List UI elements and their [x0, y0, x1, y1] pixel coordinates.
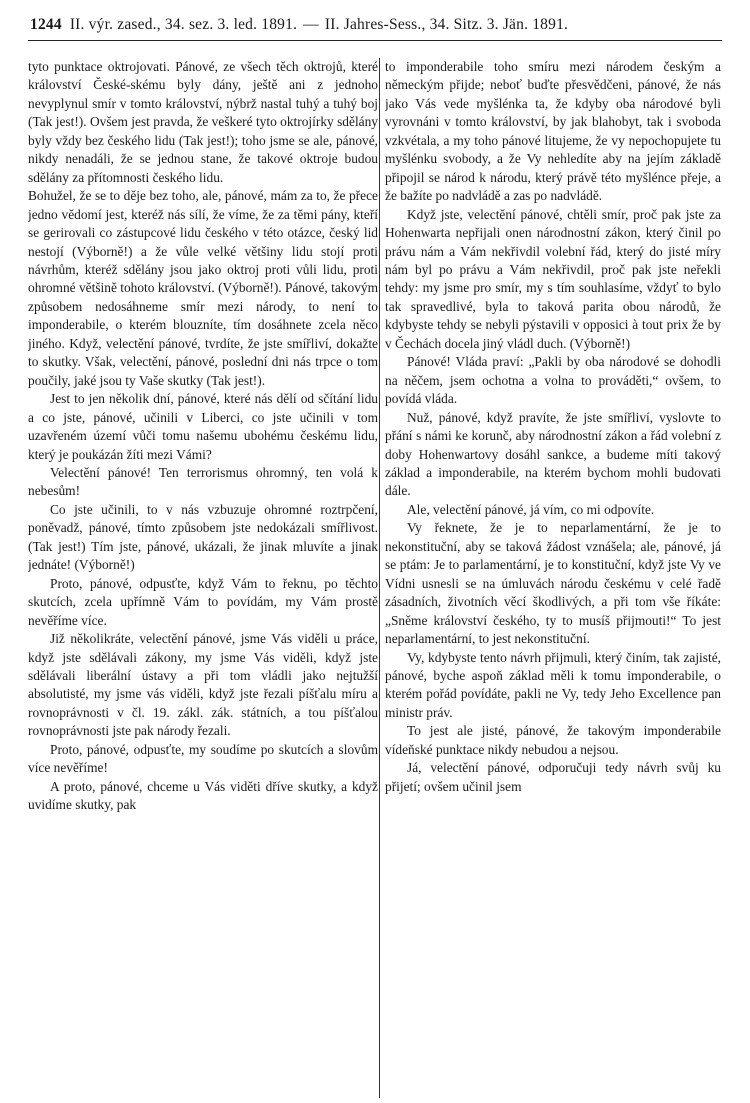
right-column [385, 58, 721, 1098]
paragraph: Velectění pánové! Ten terrorismus ohromný, ten volá k nebesům! [28, 464, 378, 499]
paragraph: Bohužel, že se to děje bez toho, ale, pánové, mám za to, že přece jedno vědomí jest, kteréž nás sílí, že víme, že za těmi pány, kteří se gerirovali co zástupcové lidu českého v této otázce, český lid nestojí (Výborně!) a že vůle velké většiny lidu stojí proti návrhům, kteréž sdělány jsou jako oktroj proti vůli lidu, proti ohromné většině tohoto království. (Výborně!). Pánové, takovým způsobem nedosáhneme smír mezi národy, to není to imponderabile, o kterém blouzníte, tím dosáhnete zcela něco jiného. Když, velectění pánové, tvrdíte, že jste smířliví, dokažte to skutky. Však, velectění, pánové, poslední dni nás trpce o tom poučily, jaké jsou ty Vaše skutky (Tak jest!). [28, 188, 378, 388]
paragraph: Proto, pánové, odpusťte, když Vám to řeknu, po těchto skutcích, zcela upřímně Vám to povídám, my Vám prostě nevěříme více. [28, 575, 378, 628]
paragraph: Ale, velectění pánové, já vím, co mi odpovíte. [407, 501, 655, 517]
header-left-title: II. výr. zased., 34. sez. 3. led. 1891. [69, 16, 298, 33]
paragraph: Nuž, pánové, když pravíte, že jste smířliví, vyslovte to přání s námi ke korunč, aby národnostní zákon a řád volební z doby Hohenwartovy dosáhl sankce, a budeme míti takový základ a imponderabile, na kterém bychom mohli budovati dále. [385, 409, 721, 499]
paragraph: A proto, pánové, chceme u Vás viděti dříve skutky, a když uvidíme skutky, pak [28, 778, 378, 813]
paragraph: Jest to jen několik dní, pánové, které nás dělí od sčítání lidu a co jste, pánové, učinili v Liberci, co jste učinili v tom uzavřeném území vůči tomu našemu ubohému českému lidu, který je poukázán žíti mezi Vámi? [28, 391, 378, 462]
page-number: 1244 [30, 16, 62, 33]
paragraph: Již několikráte, velectění pánové, jsme Vás viděli u práce, když jste sdělávali zákony, my jsme Vás viděli, když jste sdělávali liberální ústavy a při tom vládli jako nejtužší absolutisté, my jsme vás viděli, když jste řezali píšťalu míru a rovnoprávnosti v čl. 19. zákl. zák. státních, a tou píšťalou rovnoprávnosti jste pak národy řezali. [28, 631, 378, 739]
header-rule [28, 40, 722, 41]
paragraph: Pánové! Vláda praví: „Pakli by oba národové se dohodli na něčem, jsem ochotna a volna to prováděti,“ ovšem, to povídá vláda. [385, 354, 721, 407]
paragraph: To jest ale jisté, pánové, že takovým imponderabile vídeňské punktace nikdy nebudou a nejsou. [385, 723, 721, 757]
page-header [30, 12, 720, 38]
paragraph: Když jste, velectění pánové, chtěli smír, proč pak jste za Hohenwarta nepřijali onen národnostní zákon, který činil po právu nám a Vám nekřivdil volební řád, který do jisté míry nám byl po právu a Vám nekřivdil, proč pak jste neřekli tehdy: my jsme pro smír, my s tím souhlasíme, vždyť to bylo tak spravedlivé, byla to taková parita obou národů, že kdybyste tehdy se nebyli pýstavili v opposici à tout prix že by v Čechách docela jiný vládl duch. (Výborně!) [385, 206, 721, 351]
header-dash: — [303, 16, 319, 33]
header-right-title: II. Jahres-Sess., 34. Sitz. 3. Jän. 1891. [324, 16, 569, 33]
paragraph: Vy řeknete, že je to neparlamentární, že je to nekonstituční, aby se taková žádost vznášela; ale, pánové, já se ptám: Je to parlamentární, je to konstituční, když jste Vy ve Vídni usnesli se na úmluvách národu českému v celé řadě zásadních, životních věcí škodlivých, a při tom vše říkáte: „Sněme království českého, ty to musíš přijmouti!“ To jest neparlamentární, to jest nekonstituční. [385, 520, 721, 647]
left-column [28, 58, 378, 1098]
paragraph: Já, velectění pánové, odporučuji tedy návrh svůj ku přijetí; ovšem učinil jsem [385, 760, 721, 794]
paragraph: Vy, kdybyste tento návrh přijmuli, který činím, tak zajisté, pánové, byche aspoň základ měli k tomu imponderabile, o kterém pořád povídáte, pakli ne Vy, tedy Jeho Excellence pan ministr práv. [385, 649, 721, 720]
column-divider [379, 58, 380, 1098]
paragraph: Co jste učinili, to v nás vzbuzuje ohromné roztrpčení, poněvadž, pánové, tímto způsobem jste nedokázali smířlivost. (Tak jest!) Tím jste, pánové, ukázali, že jinak mluvíte a jinak jednáte! (Výborně!) [28, 501, 378, 573]
paragraph: to imponderabile toho smíru mezi národem českým a německým přijde; neboť buďte přesvědčeni, pánové, že nás jako Vás vede myšlénka ta, že kdyby oba národové byli vyrovnáni v tomto království, by jak blahobyt, tak i svoboda vzkvétala, a my toho pánové litujeme, že vy nepochopujete tu myšlénku svobody, a že Vy nehledíte aby na jejím základě připojil se národ k národu, který právě této myšlénce přeje, a že bažíte po nadvládě a zas po nadvládě. [385, 59, 721, 204]
paragraph: Proto, pánové, odpusťte, my soudíme po skutcích a slovům více nevěříme! [28, 741, 378, 776]
paragraph: tyto punktace oktrojovati. Pánové, ze všech těch oktrojů, které království České-skému byly dány, ještě ani z jednoho nevyplynul smír v tomto království, nýbrž nastal tuhý a tuhý boj (Tak jest!). Ovšem jest pravda, že veškeré tyto oktrojírky sdělány byly vždy bez českého lidu (Tak jest!); toho jsme se ale, pánové, nikdy nenadáli, že se jednou stane, že takové oktroje budou sdělány za přítomnosti českého lidu. [28, 59, 378, 185]
